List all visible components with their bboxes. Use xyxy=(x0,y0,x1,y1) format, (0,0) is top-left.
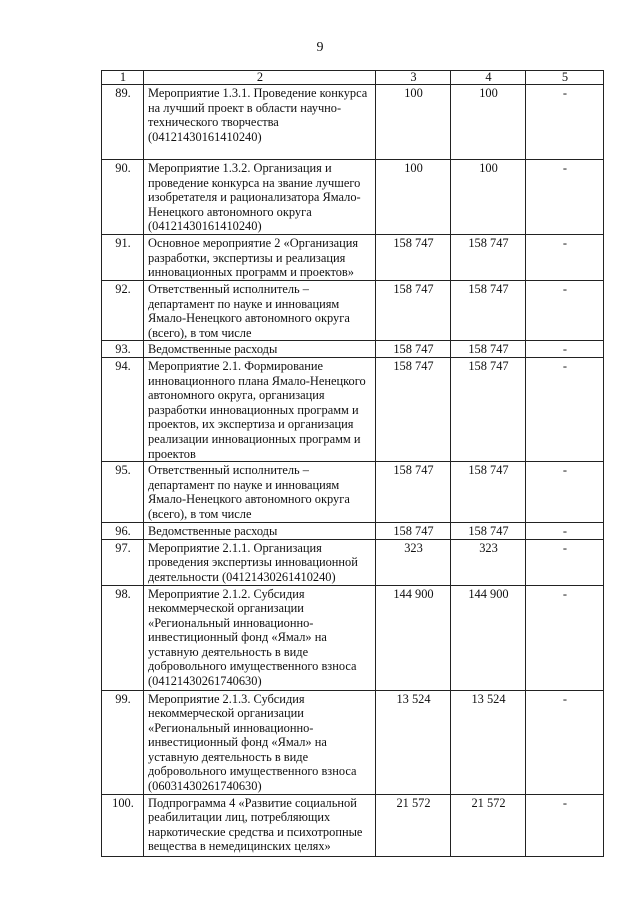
row-number: 93. xyxy=(102,341,144,358)
row-number: 96. xyxy=(102,523,144,540)
table-row xyxy=(102,794,604,856)
page-number: 9 xyxy=(316,40,324,55)
column-5-value: - xyxy=(526,235,604,281)
column-3-value: 100 xyxy=(376,85,451,160)
column-5-value: - xyxy=(526,160,604,235)
row-description: Мероприятие 1.3.1. Проведение конкурса на лучший проект в области научно-технического творчества (04121430161410240) xyxy=(144,85,376,160)
column-3-value: 323 xyxy=(376,539,451,585)
column-header: 5 xyxy=(526,71,604,85)
column-5-value: - xyxy=(526,85,604,160)
table-row xyxy=(102,341,604,358)
row-description: Ответственный исполнитель – департамент по науке и инновациям Ямало-Ненецкого автономного округа (всего), в том числе xyxy=(144,462,376,523)
table-row xyxy=(102,523,604,540)
column-header: 1 xyxy=(102,71,144,85)
column-5-value: - xyxy=(526,357,604,461)
column-4-value: 158 747 xyxy=(451,235,526,281)
row-description: Ведомственные расходы xyxy=(144,523,376,540)
column-header: 4 xyxy=(451,71,526,85)
column-3-value: 21 572 xyxy=(376,794,451,856)
column-3-value: 144 900 xyxy=(376,585,451,690)
row-description: Мероприятие 2.1.1. Организация проведения экспертизы инновационной деятельности (04121430261410240) xyxy=(144,539,376,585)
column-5-value: - xyxy=(526,523,604,540)
column-4-value: 13 524 xyxy=(451,690,526,794)
column-3-value: 158 747 xyxy=(376,462,451,523)
table-header-row xyxy=(102,71,604,85)
table-row xyxy=(102,462,604,523)
row-number: 99. xyxy=(102,690,144,794)
column-3-value: 100 xyxy=(376,160,451,235)
column-4-value: 100 xyxy=(451,85,526,160)
column-5-value: - xyxy=(526,690,604,794)
row-description: Мероприятие 2.1.3. Субсидия некоммерческой организации «Региональный инновационно-инвестиционный фонд «Ямал» на уставную деятельность в виде добровольного имущественного взноса (06031430261740630) xyxy=(144,690,376,794)
column-4-value: 158 747 xyxy=(451,462,526,523)
row-number: 98. xyxy=(102,585,144,690)
column-4-value: 158 747 xyxy=(451,281,526,341)
column-3-value: 158 747 xyxy=(376,341,451,358)
column-4-value: 158 747 xyxy=(451,523,526,540)
column-5-value: - xyxy=(526,281,604,341)
row-description: Основное мероприятие 2 «Организация разработки, экспертизы и реализация инновационных программ и проектов» xyxy=(144,235,376,281)
row-number: 89. xyxy=(102,85,144,160)
row-number: 97. xyxy=(102,539,144,585)
column-4-value: 323 xyxy=(451,539,526,585)
table-row xyxy=(102,690,604,794)
column-3-value: 158 747 xyxy=(376,523,451,540)
column-4-value: 21 572 xyxy=(451,794,526,856)
column-3-value: 13 524 xyxy=(376,690,451,794)
column-4-value: 144 900 xyxy=(451,585,526,690)
table-row xyxy=(102,539,604,585)
column-5-value: - xyxy=(526,794,604,856)
table-row xyxy=(102,281,604,341)
row-number: 91. xyxy=(102,235,144,281)
column-header: 2 xyxy=(144,71,376,85)
column-5-value: - xyxy=(526,341,604,358)
row-number: 92. xyxy=(102,281,144,341)
row-description: Мероприятие 2.1. Формирование инновационного плана Ямало-Ненецкого автономного округа, организация разработки инновационных программ и проектов, их экспертиза и организация реализации инновационных программ и проектов xyxy=(144,357,376,461)
column-3-value: 158 747 xyxy=(376,281,451,341)
row-number: 94. xyxy=(102,357,144,461)
row-number: 90. xyxy=(102,160,144,235)
table-row xyxy=(102,160,604,235)
column-5-value: - xyxy=(526,585,604,690)
table-row xyxy=(102,585,604,690)
row-number: 95. xyxy=(102,462,144,523)
row-number: 100. xyxy=(102,794,144,856)
row-description: Мероприятие 2.1.2. Субсидия некоммерческой организации «Региональный инновационно-инвестиционный фонд «Ямал» на уставную деятельность в виде добровольного имущественного взноса (04121430261740630) xyxy=(144,585,376,690)
row-description: Ответственный исполнитель – департамент по науке и инновациям Ямало-Ненецкого автономного округа (всего), в том числе xyxy=(144,281,376,341)
row-description: Мероприятие 1.3.2. Организация и проведение конкурса на звание лучшего изобретателя и рационализатора Ямало-Ненецкого автономного округа (04121430161410240) xyxy=(144,160,376,235)
table-row xyxy=(102,85,604,160)
column-3-value: 158 747 xyxy=(376,235,451,281)
table-row xyxy=(102,357,604,461)
column-5-value: - xyxy=(526,539,604,585)
budget-table xyxy=(101,70,604,857)
column-4-value: 100 xyxy=(451,160,526,235)
column-4-value: 158 747 xyxy=(451,341,526,358)
column-3-value: 158 747 xyxy=(376,357,451,461)
table-row xyxy=(102,235,604,281)
column-4-value: 158 747 xyxy=(451,357,526,461)
column-header: 3 xyxy=(376,71,451,85)
row-description: Ведомственные расходы xyxy=(144,341,376,358)
row-description: Подпрограмма 4 «Развитие социальной реабилитации лиц, потребляющих наркотические средства и психотропные вещества в немедицинских целях» xyxy=(144,794,376,856)
column-5-value: - xyxy=(526,462,604,523)
